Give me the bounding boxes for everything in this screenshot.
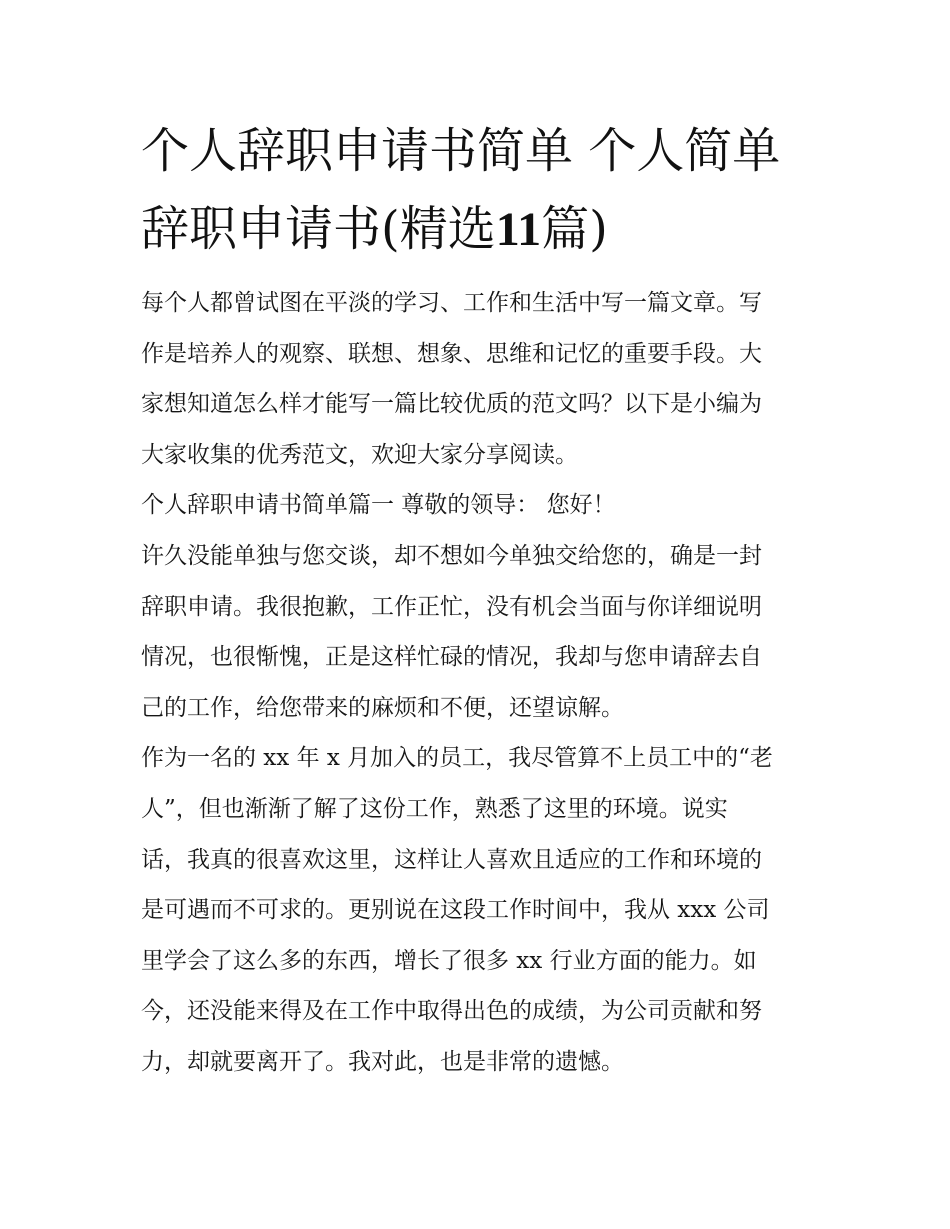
title-line-2 <box>141 190 821 268</box>
body-line: 家想知道怎么样才能写一篇比较优质的范文吗？以下是小编为 <box>141 391 762 418</box>
body-line: 作是培养人的观察、联想、想象、思维和记忆的重要手段。大 <box>141 340 762 367</box>
document-body <box>141 278 813 1088</box>
body-line: 人”，但也渐渐了解了这份工作，熟悉了这里的环境。说实 <box>141 795 728 822</box>
title-count: 11 <box>495 203 542 256</box>
body-line: 大家收集的优秀范文，欢迎大家分享阅读。 <box>141 441 578 468</box>
body-line: 作为一名的 xx 年 x 月加入的员工，我尽管算不上员工中的“老 <box>141 745 773 772</box>
body-line: 己的工作，给您带来的麻烦和不便，还望谅解。 <box>141 694 624 721</box>
body-line: 是可遇而不可求的。更别说在这段工作时间中，我从 xxx 公司 <box>141 897 770 924</box>
body-line: 今，还没能来得及在工作中取得出色的成绩，为公司贡献和努 <box>141 998 762 1025</box>
body-line: 话，我真的很喜欢这里，这样让人喜欢且适应的工作和环境的 <box>141 846 762 873</box>
body-line: 里学会了这么多的东西，增长了很多 xx 行业方面的能力。如 <box>141 947 757 974</box>
section-heading-line: 个人辞职申请书简单篇一 尊敬的领导： 您好！ <box>141 492 616 519</box>
title-line-2-prefix: 辞职申请书(精选 <box>141 201 496 257</box>
title-line-1: 个人辞职申请书简单 个人简单 <box>141 123 781 179</box>
body-line: 许久没能单独与您交谈，却不想如今单独交给您的，确是一封 <box>141 542 762 569</box>
document-title <box>141 112 821 268</box>
body-line: 情况，也很惭愧，正是这样忙碌的情况，我却与您申请辞去自 <box>141 644 762 671</box>
body-line: 每个人都曾试图在平淡的学习、工作和生活中写一篇文章。写 <box>141 290 762 316</box>
body-line: 力，却就要离开了。我对此，也是非常的遗憾。 <box>141 1048 624 1075</box>
body-line: 辞职申请。我很抱歉，工作正忙，没有机会当面与你详细说明 <box>141 593 762 620</box>
title-line-2-suffix: 篇) <box>541 201 608 257</box>
